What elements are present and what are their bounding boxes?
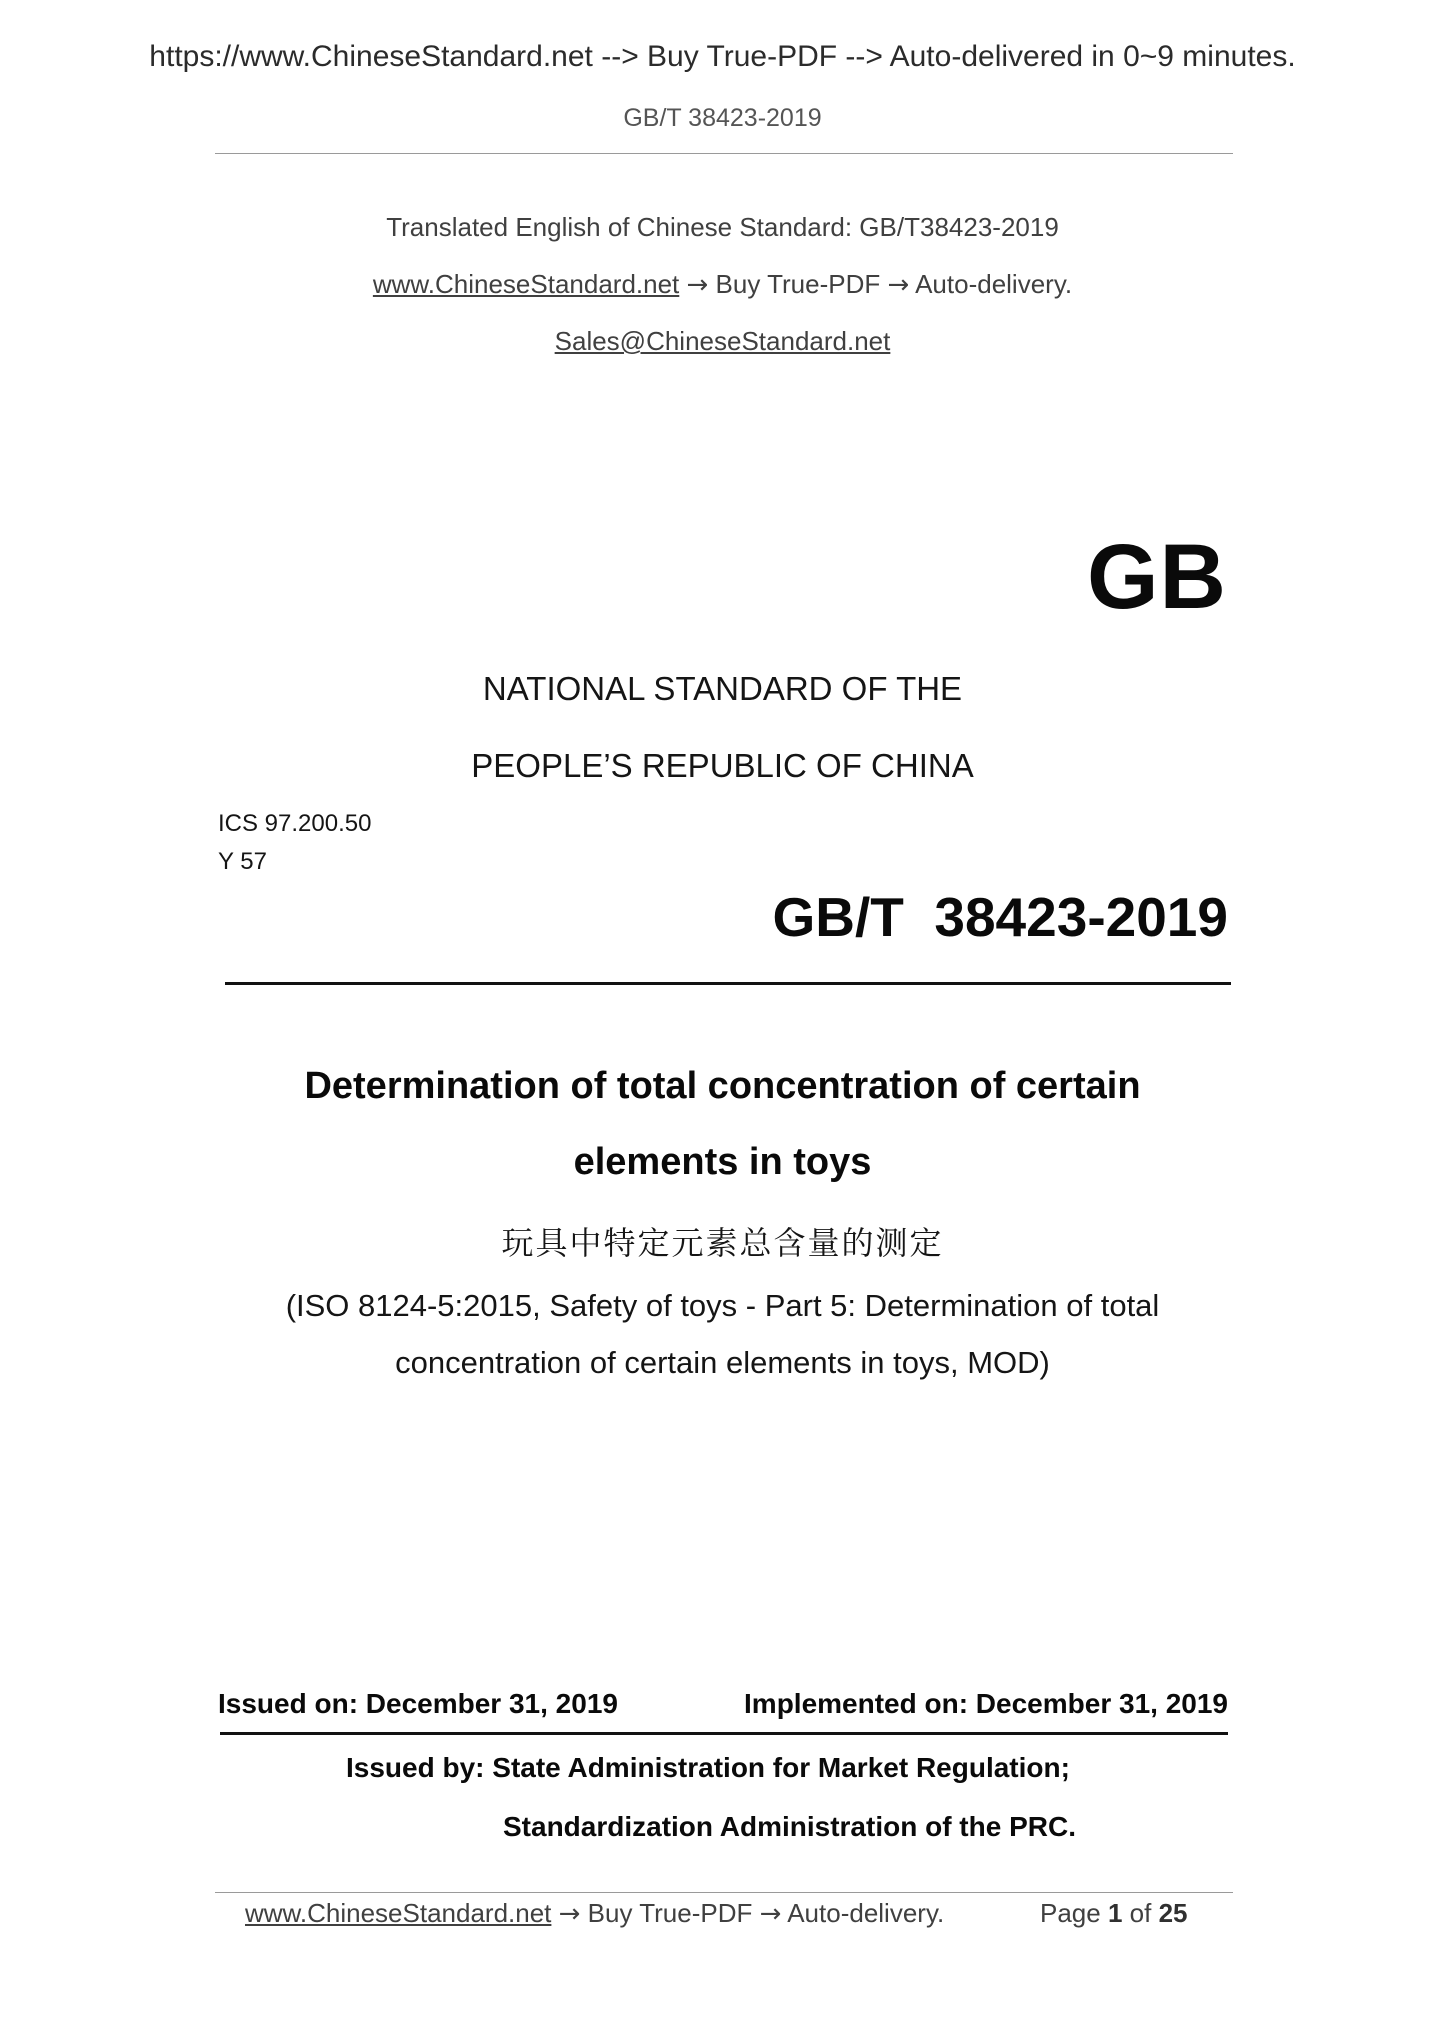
footer-site-link[interactable]: www.ChineseStandard.net [245, 1898, 552, 1928]
ccs-code: Y 57 [218, 848, 267, 875]
gb-logo: GB [1087, 526, 1227, 628]
sales-line [0, 326, 1445, 357]
buy-text: Buy True-PDF [715, 269, 881, 299]
page-current: 1 [1107, 1898, 1123, 1928]
ics-code: ICS 97.200.50 [218, 810, 372, 837]
page-indicator [1040, 1898, 1188, 1929]
dates-divider [220, 1732, 1228, 1735]
promo-line [0, 269, 1445, 300]
site-link[interactable]: www.ChineseStandard.net [372, 269, 680, 299]
page-of-label: of [1129, 1898, 1152, 1928]
standard-number: GB/T 38423-2019 [772, 886, 1228, 948]
republic-line: PEOPLE’S REPUBLIC OF CHINA [471, 747, 974, 784]
arrow-right-icon: → [686, 270, 709, 300]
footer-divider [215, 1892, 1233, 1893]
issued-by-line1: Issued by: State Administration for Market Regulation; [346, 1752, 1070, 1783]
iso-reference-line2: concentration of certain elements in toys, MOD) [395, 1345, 1050, 1380]
chinese-title: 玩具中特定元素总含量的测定 [501, 1224, 944, 1262]
implemented-on-date: Implemented on: December 31, 2019 [744, 1688, 1228, 1719]
arrow-right-icon: → [558, 1899, 581, 1929]
delivery-text: Auto-delivery. [915, 269, 1073, 299]
arrow-right-icon: → [759, 1899, 782, 1929]
footer-buy-text: Buy True-PDF [587, 1898, 753, 1928]
title-divider [225, 982, 1231, 985]
document-title-line2: elements in toys [573, 1141, 872, 1183]
footer-delivery-text: Auto-delivery. [787, 1898, 945, 1928]
running-header: GB/T 38423-2019 [623, 104, 822, 132]
top-banner: https://www.ChineseStandard.net --> Buy True-PDF --> Auto-delivered in 0~9 minutes. [149, 40, 1296, 73]
issued-by-line2: Standardization Administration of the PRC. [503, 1811, 1076, 1842]
arrow-right-icon: → [887, 270, 910, 300]
sales-email-link[interactable]: Sales@ChineseStandard.net [554, 326, 891, 356]
national-standard-line: NATIONAL STANDARD OF THE [482, 670, 963, 707]
footer-promo [245, 1898, 944, 1929]
translated-standard-line: Translated English of Chinese Standard: GB/T38423-2019 [386, 212, 1059, 242]
header-divider [215, 153, 1233, 154]
page-total: 25 [1158, 1898, 1188, 1928]
issued-on-date: Issued on: December 31, 2019 [218, 1688, 618, 1719]
document-title-line1: Determination of total concentration of certain [304, 1065, 1141, 1107]
iso-reference-line1: (ISO 8124-5:2015, Safety of toys - Part 5: Determination of total [285, 1288, 1160, 1323]
page-label: Page [1040, 1898, 1101, 1928]
